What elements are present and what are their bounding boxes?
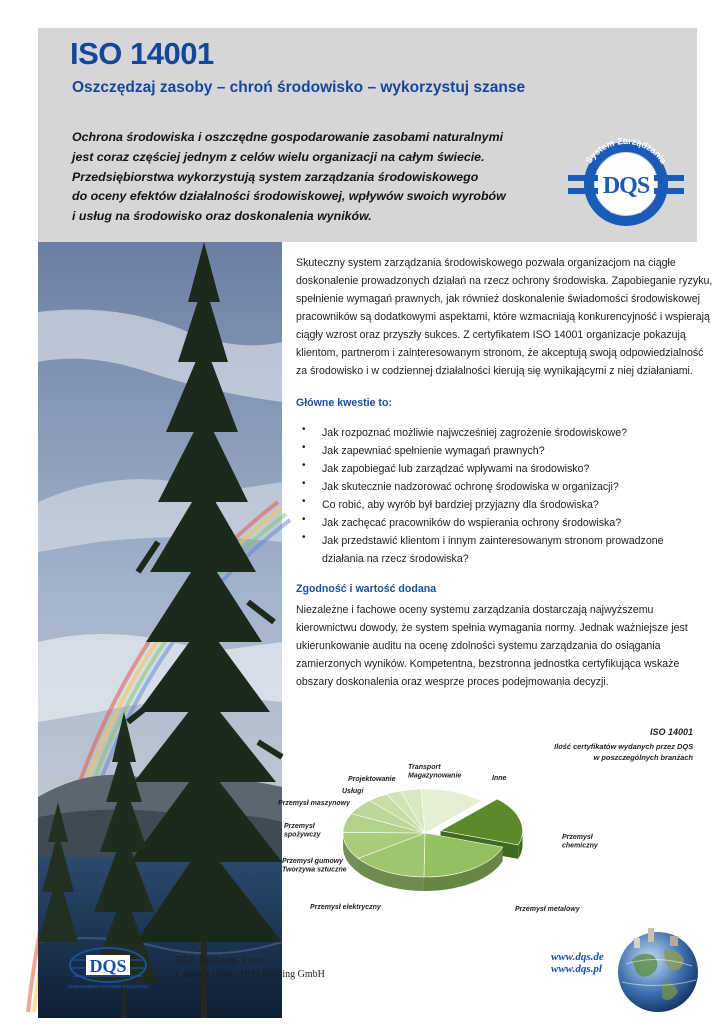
dqs-footer-logo xyxy=(62,946,154,990)
paragraph-line: obszary doskonalenia oraz wesprze proces podejmowania decyzji. xyxy=(296,676,609,688)
industry-pie-chart xyxy=(270,755,598,915)
paragraph-line: kierownictwu dowody, że system spełnia wymagania normy. Jednak ważniejsze jest xyxy=(296,622,688,634)
bullet-item xyxy=(300,424,700,442)
dqs-seal-logo xyxy=(562,126,688,226)
footer-websites xyxy=(551,951,604,975)
bullet-symbol: • xyxy=(302,478,306,489)
chart-subtitle-line: w poszczególnych branżach xyxy=(593,753,693,762)
bullet-text: Jak przedstawić klientom i innym zainteresowanym stronom prowadzone działania na rzecz środowiska? xyxy=(322,535,664,565)
intro-line: Ochrona środowiska i oszczędne gospodarowanie zasobami naturalnymi xyxy=(72,130,504,144)
pie-label: Przemysł gumowy Tworzywa sztuczne xyxy=(282,858,347,874)
bullet-item xyxy=(300,532,692,568)
bullet-symbol: • xyxy=(302,496,306,507)
pie-label: Przemysł spożywczy xyxy=(284,823,321,839)
bullet-text: Jak skutecznie nadzorować ochronę środowiska w organizacji? xyxy=(322,481,619,493)
bullet-item xyxy=(300,478,700,496)
rainbow-tree-photo xyxy=(38,242,282,1018)
intro-line: i usług na środowisko oraz doskonalenia wyników. xyxy=(72,209,372,224)
company-line: Członek Grupy DQS Holding GmbH xyxy=(176,969,325,980)
bullet-item xyxy=(300,442,700,460)
paragraph-line: Skuteczny system zarządzania środowiskowego pozwala organizacjom na ciągłe xyxy=(296,257,676,269)
bullet-item xyxy=(300,514,700,532)
bullet-item xyxy=(300,460,700,478)
paragraph-line: spełnienie wymagań prawnych, jak również doskonalenie świadomości środowiskowej xyxy=(296,293,700,305)
globe-icon xyxy=(612,920,700,1020)
page-subtitle: Oszczędzaj zasoby – chroń środowisko – wykorzystuj szanse xyxy=(72,79,526,96)
heading-main-issues: Główne kwestie to: xyxy=(296,397,392,409)
bullet-text: Jak zachęcać pracowników do wspierania ochrony środowiska? xyxy=(322,517,622,529)
paragraph-line: pracowników są dodatkowymi aspektami, które wzmacniają konkurencyjność i wspierają xyxy=(296,311,710,323)
chart-subtitle-line: Ilość certyfikatów wydanych przez DQS xyxy=(554,742,693,751)
pie-label: Przemysł maszynowy xyxy=(278,800,350,807)
bullet-text: Jak rozpoznać możliwie najwcześniej zagrożenie środowiskowe? xyxy=(322,427,628,439)
bullet-symbol: • xyxy=(302,460,306,471)
bullet-symbol: • xyxy=(302,532,306,543)
bullet-text: Jak zapobiegać lub zarządzać wpływami na środowisko? xyxy=(322,463,590,475)
paragraph-line: Niezależne i fachowe oceny systemu zarządzania dostarczają najwyższemu xyxy=(296,604,654,616)
pie-label: Przemysł chemiczny xyxy=(562,834,598,850)
paragraph-line: zamierzonych wyników. Kompetentna, bezstronna jednostka certyfikująca wskaże xyxy=(296,658,680,670)
pie-label: Przemysł elektryczny xyxy=(310,904,381,911)
pie-label: Przemysł metalowy xyxy=(515,906,580,913)
footer-logo-text: DQS xyxy=(89,956,127,976)
website-link[interactable]: www.dqs.pl xyxy=(551,963,602,975)
bullet-symbol: • xyxy=(302,424,306,435)
bullet-text: Jak zapewniać spełnienie wymagań prawnych? xyxy=(322,445,545,457)
compliance-paragraph xyxy=(296,601,692,691)
bullet-item xyxy=(300,496,700,514)
pie-label: Transport Magazynowanie xyxy=(408,764,462,780)
seal-arc-text: System Zarządzania xyxy=(583,135,669,166)
paragraph-line: doskonalenie prowadzonych działań na rzecz ochrony środowiska. Zapobieganie ryzyku, xyxy=(296,275,713,287)
heading-compliance: Zgodność i wartość dodana xyxy=(296,583,437,595)
paragraph-line: klientom, partnerom i zainteresowanym stronom, że akceptują swoją odpowiedzialność xyxy=(296,347,704,359)
footer-logo-caption: MANAGEMENT SYSTEMS SOLUTIONS xyxy=(68,984,148,989)
bullet-symbol: • xyxy=(302,442,306,453)
intro-text xyxy=(72,128,512,227)
chart-title: ISO 14001 xyxy=(649,727,693,737)
seal-logo-text: DQS xyxy=(602,173,650,199)
bullet-list xyxy=(300,424,700,568)
seal-bottom-text: ISO 14001 xyxy=(610,208,642,215)
pie-label: Projektowanie xyxy=(348,776,396,783)
paragraph-line: ukierunkowanie auditu na ocenę zdolności systemu zarządzania do osiągania xyxy=(296,640,661,652)
pie-label: Inne xyxy=(492,775,507,782)
intro-line: jest coraz częściej jednym z celów wielu organizacji na całym świecie. xyxy=(72,149,485,164)
footer-company xyxy=(176,954,325,982)
intro-line: do oceny efektów działalności środowiskowej, wpływów swoich wyrobów xyxy=(72,189,506,204)
paragraph-line: za środowisko i w codziennej działalności kierują się wynikającymi z niej działaniami. xyxy=(296,365,693,377)
company-line: DQS Polska sp. z o.o. xyxy=(176,955,264,966)
paragraph-line: ciągły wzrost oraz przyszły sukces. Z certyfikatem ISO 14001 organizacje pokazują xyxy=(296,329,686,341)
pie-label: Usługi xyxy=(342,788,364,795)
intro-paragraph xyxy=(296,254,713,380)
website-link[interactable]: www.dqs.de xyxy=(551,951,604,963)
bullet-symbol: • xyxy=(302,514,306,525)
bullet-text: Co robić, aby wyrób był bardziej przyjazny dla środowiska? xyxy=(322,499,599,511)
page-title: ISO 14001 xyxy=(70,36,214,71)
intro-line: Przedsiębiorstwa wykorzystują system zarządzania środowiskowego xyxy=(72,169,479,184)
